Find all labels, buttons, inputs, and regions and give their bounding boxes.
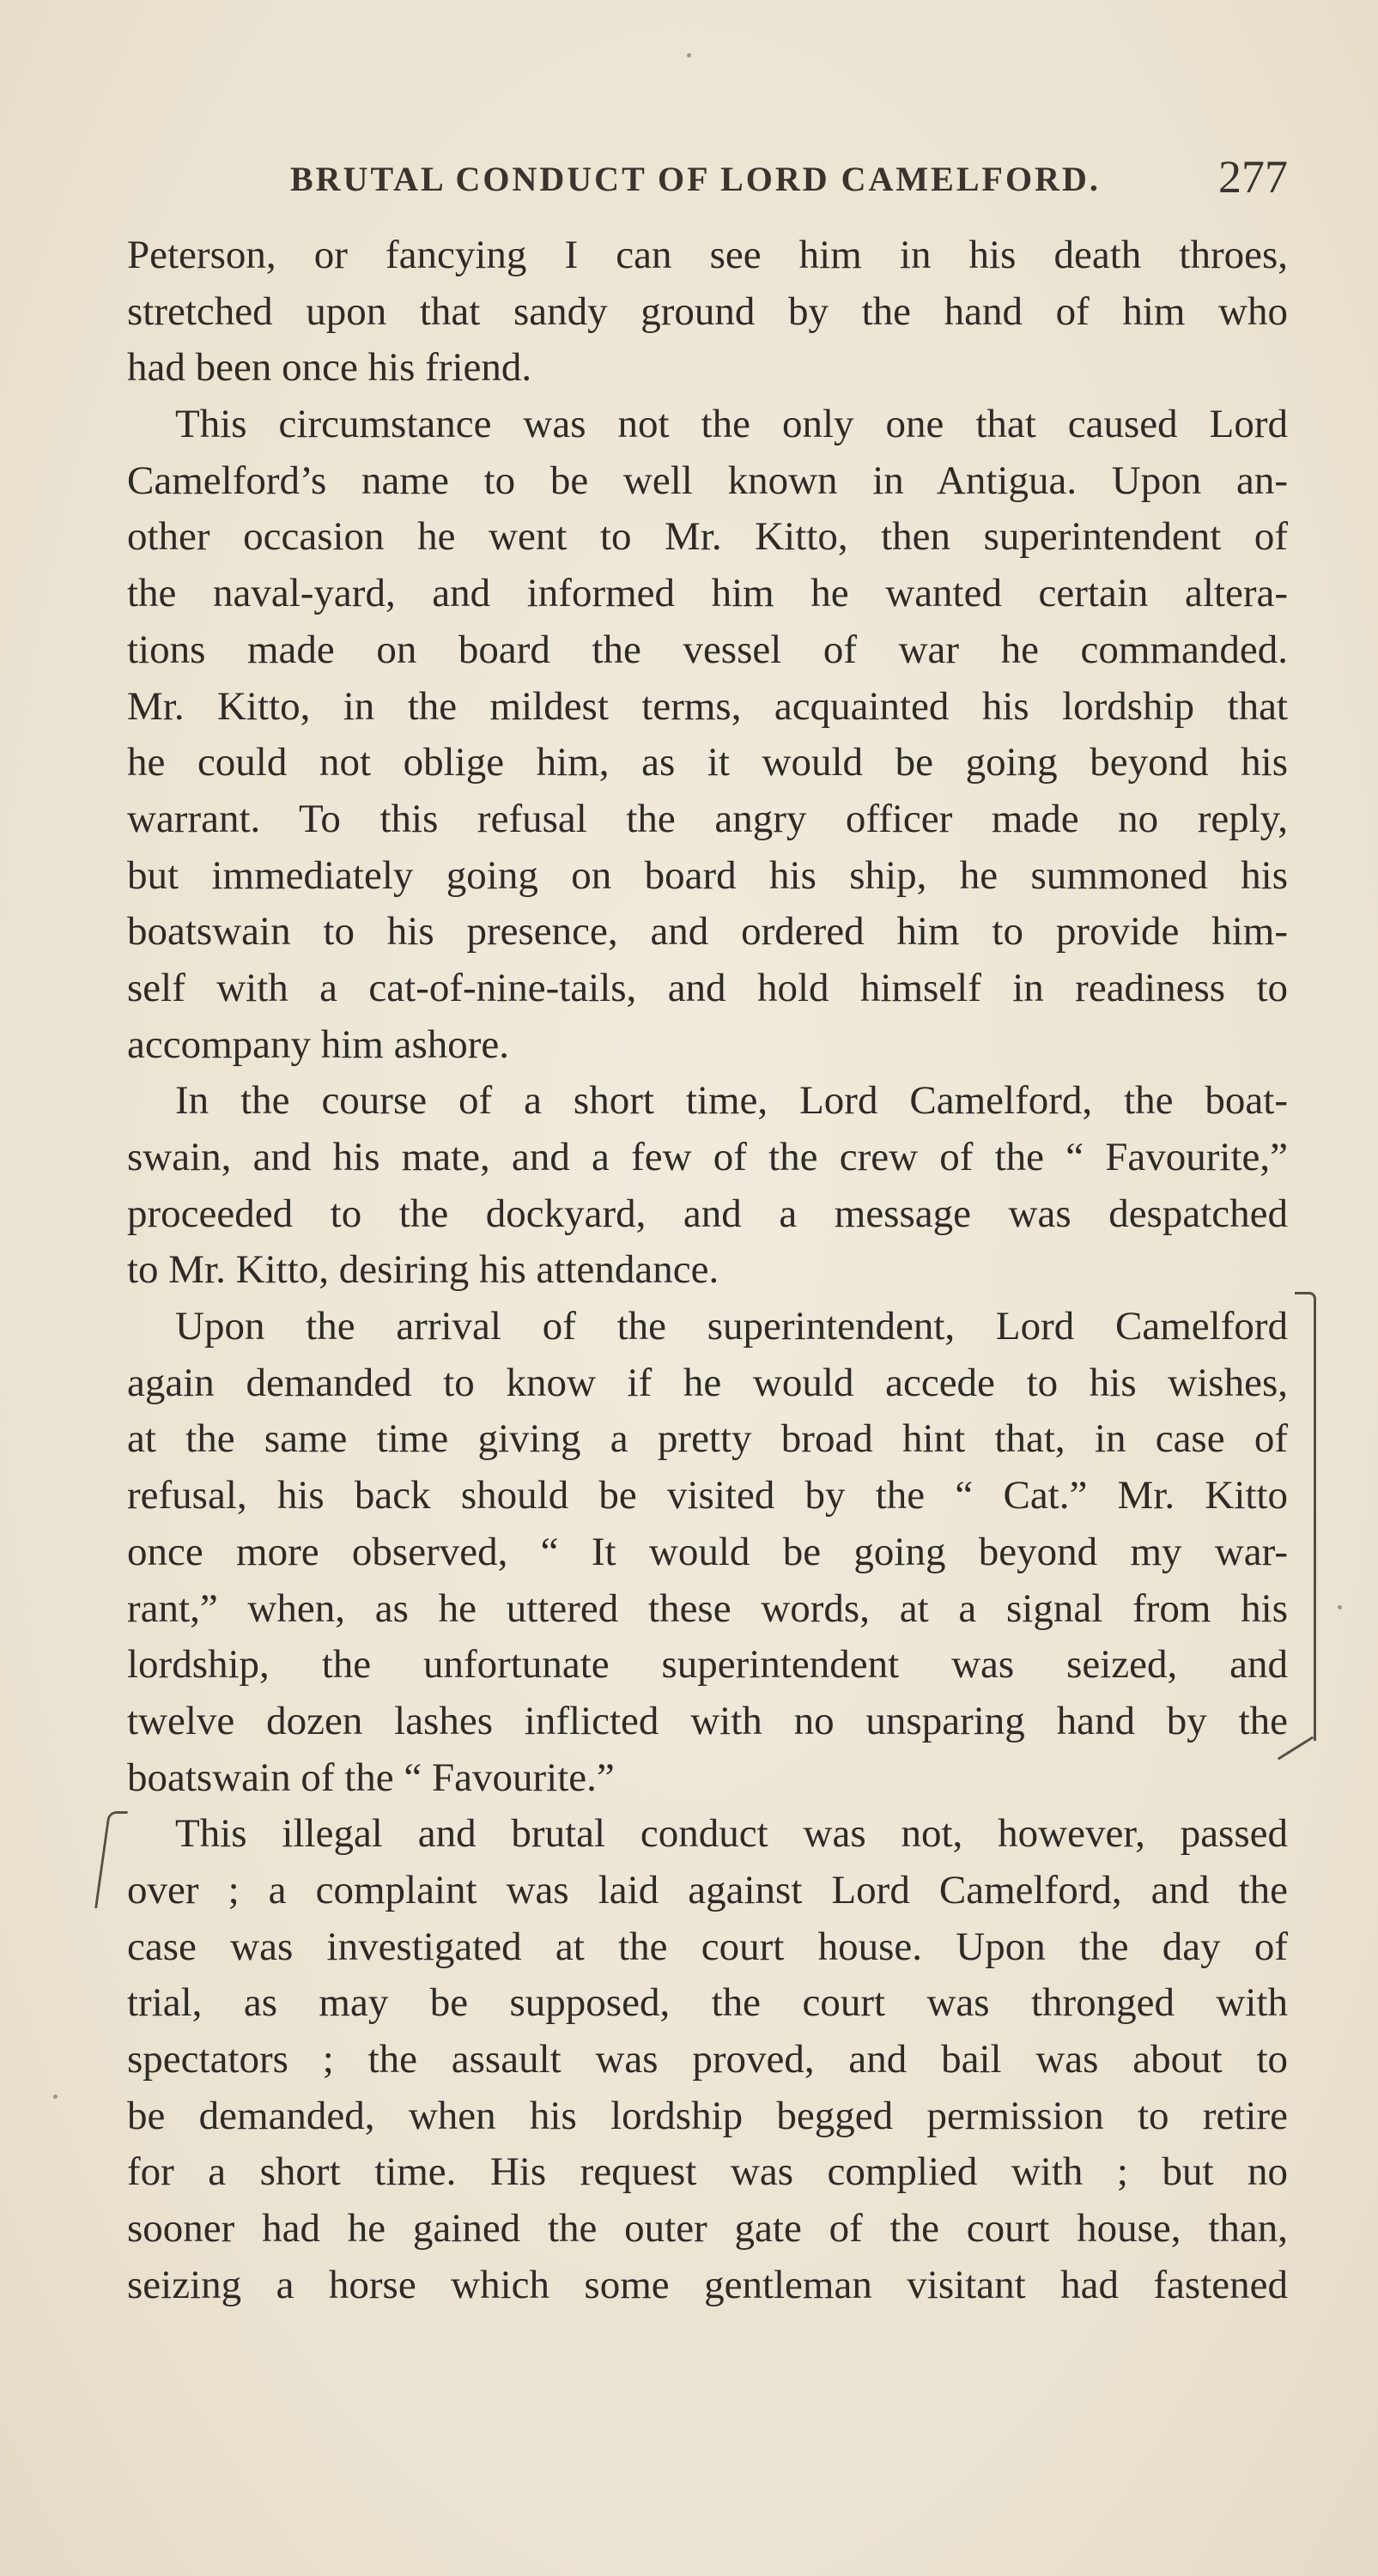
text-line: lordship, the unfortunate superintendent was seized, and [127,1642,1288,1688]
text-line: Camelford’s name to be well known in Antigua. Upon an- [127,458,1288,503]
text-line: trial, as may be supposed, the court was thronged with [127,1980,1288,2026]
speck-mark [53,2094,58,2099]
text-line: swain, and his mate, and a few of the crew of the “ Favourite,” [127,1135,1288,1179]
text-line: he could not oblige him, as it would be going beyond his [127,740,1288,785]
text-line: boatswain of the “ Favourite.” [127,1755,615,1800]
text-line: again demanded to know if he would accede to his wishes, [127,1360,1288,1405]
speck-mark [1338,1605,1342,1609]
text-line: to Mr. Kitto, desiring his attendance. [127,1247,719,1293]
text-line: refusal, his back should be visited by the “ Cat.” Mr. Kitto [127,1473,1288,1518]
speck-mark [687,53,691,58]
running-head: BRUTAL CONDUCT OF LORD CAMELFORD. [290,160,1101,198]
text-line: twelve dozen lashes inflicted with no unsparing hand by the [127,1698,1288,1743]
text-line: boatswain to his presence, and ordered him to provide him- [127,909,1288,955]
text-line: for a short time. His request was complied with ; but no [127,2149,1288,2195]
text-line: self with a cat-of-nine-tails, and hold himself in readiness to [127,965,1288,1010]
text-line: had been once his friend. [127,345,532,391]
text-line: other occasion he went to Mr. Kitto, then superintendent of [127,514,1288,560]
text-line: sooner had he gained the outer gate of the court house, than, [127,2206,1288,2252]
text-line: seizing a horse which some gentleman visitant had fastened [127,2262,1288,2307]
text-line: at the same time giving a pretty broad hint that, in case of [127,1416,1288,1462]
paragraph-start: This circumstance was not the only one that caused Lord [175,402,1288,447]
margin-bracket-mark [1295,1292,1316,1741]
text-line: stretched upon that sandy ground by the hand of him who [127,288,1288,334]
body-text [127,227,1288,2313]
text-line: tions made on board the vessel of war he commanded. [127,627,1288,672]
text-line: be demanded, when his lordship begged permission to retire [127,2093,1288,2138]
text-line: proceeded to the dockyard, and a message was despatched [127,1191,1288,1236]
text-line: Peterson, or fancying I can see him in his death throes, [127,233,1288,277]
text-line: spectators ; the assault was proved, and bail was about to [127,2037,1288,2082]
margin-bracket-mark [94,1811,128,1908]
text-line: Mr. Kitto, in the mildest terms, acquainted his lordship that [127,683,1288,729]
paragraph-start: Upon the arrival of the superintendent, Lord Camelford [175,1304,1288,1349]
text-line: warrant. To this refusal the angry officer made no reply, [127,796,1288,841]
text-line: rant,” when, as he uttered these words, at a signal from his [127,1585,1288,1631]
text-line: once more observed, “ It would be going beyond my war- [127,1529,1288,1574]
text-line: the naval-yard, and informed him he wanted certain altera- [127,571,1288,616]
paragraph-start: In the course of a short time, Lord Camelford, the boat- [175,1078,1288,1124]
text-line: case was investigated at the court house. Upon the day of [127,1924,1288,1969]
text-line: but immediately going on board his ship, he summoned his [127,852,1288,898]
text-line: over ; a complaint was laid against Lord Camelford, and the [127,1867,1288,1912]
text-line: accompany him ashore. [127,1021,510,1067]
paragraph-start: This illegal and brutal conduct was not, however, passed [175,1811,1288,1857]
page-number: 277 [1218,151,1288,203]
page-header [127,150,1288,210]
